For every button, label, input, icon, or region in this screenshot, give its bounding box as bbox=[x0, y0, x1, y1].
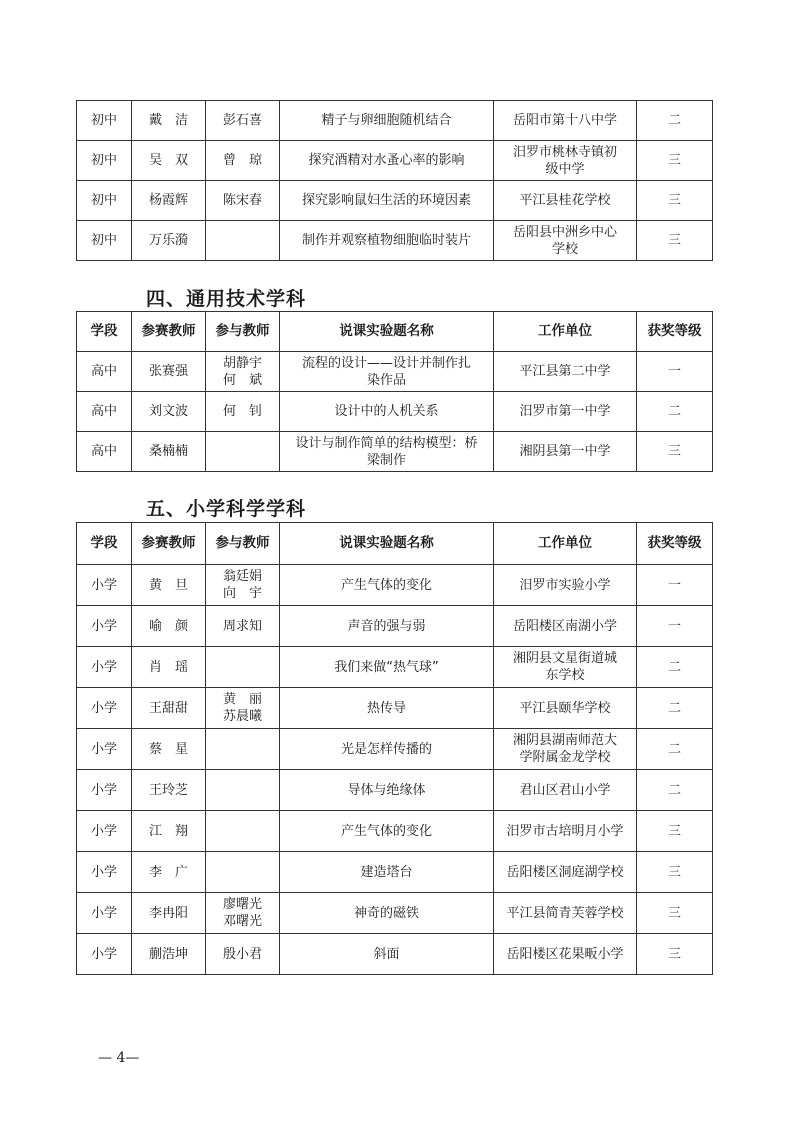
teacher-cell bbox=[132, 606, 206, 647]
award-text: 一 bbox=[667, 618, 681, 634]
assistant-cell bbox=[206, 688, 280, 729]
teacher-text: 戴 洁 bbox=[148, 113, 188, 128]
school-cell bbox=[494, 729, 637, 770]
topic-text: 制作并观察植物细胞临时装片 bbox=[301, 233, 471, 248]
school-cell bbox=[494, 811, 637, 852]
stage-cell bbox=[77, 770, 132, 811]
topic-cell bbox=[280, 141, 494, 181]
stage-cell bbox=[77, 392, 132, 432]
stage-text: 小学 bbox=[90, 905, 117, 921]
assistant-cell bbox=[206, 647, 280, 688]
award-cell bbox=[637, 893, 713, 934]
stage-cell bbox=[77, 101, 132, 141]
school-text: 湘阴县文星街道城 东学校 bbox=[512, 651, 617, 683]
award-cell bbox=[637, 432, 713, 472]
school-cell bbox=[494, 141, 637, 181]
topic-text: 产生气体的变化 bbox=[340, 577, 432, 593]
teacher-text: 喻 颜 bbox=[148, 618, 188, 634]
school-cell bbox=[494, 432, 637, 472]
column-header-assistant: 参与教师 bbox=[206, 312, 280, 352]
award-cell bbox=[637, 729, 713, 770]
table-row bbox=[77, 688, 713, 729]
assistant-cell bbox=[206, 729, 280, 770]
award-cell bbox=[637, 141, 713, 181]
assistant-cell bbox=[206, 101, 280, 141]
stage-text: 小学 bbox=[90, 946, 117, 962]
stage-cell bbox=[77, 934, 132, 975]
topic-text: 声音的强与弱 bbox=[347, 618, 426, 634]
topic-text: 产生气体的变化 bbox=[340, 823, 432, 839]
stage-text: 小学 bbox=[90, 659, 117, 675]
teacher-text: 万乐漪 bbox=[148, 233, 188, 248]
topic-text: 光是怎样传播的 bbox=[340, 741, 432, 757]
award-cell bbox=[637, 811, 713, 852]
teacher-text: 李冉阳 bbox=[148, 905, 188, 921]
award-text: 二 bbox=[667, 782, 681, 798]
topic-cell bbox=[280, 565, 494, 606]
stage-cell bbox=[77, 221, 132, 261]
school-text: 岳阳楼区南湖小学 bbox=[512, 618, 617, 634]
stage-cell bbox=[77, 181, 132, 221]
school-text: 君山区君山小学 bbox=[519, 782, 611, 798]
award-cell bbox=[637, 688, 713, 729]
award-cell bbox=[637, 770, 713, 811]
teacher-cell bbox=[132, 934, 206, 975]
teacher-cell bbox=[132, 141, 206, 181]
teacher-text: 王玲芝 bbox=[148, 782, 188, 798]
assistant-cell bbox=[206, 852, 280, 893]
school-cell bbox=[494, 101, 637, 141]
award-table-junior-biology bbox=[76, 100, 713, 261]
teacher-cell bbox=[132, 852, 206, 893]
school-text: 岳阳县中洲乡中心 学校 bbox=[512, 224, 617, 257]
teacher-text: 蒯浩坤 bbox=[148, 946, 188, 962]
teacher-text: 蔡 星 bbox=[148, 741, 188, 757]
teacher-cell bbox=[132, 352, 206, 392]
award-text: 三 bbox=[667, 823, 681, 839]
teacher-cell bbox=[132, 432, 206, 472]
table-row bbox=[77, 893, 713, 934]
table-row bbox=[77, 432, 713, 472]
award-cell bbox=[637, 352, 713, 392]
table-row bbox=[77, 770, 713, 811]
table-row bbox=[77, 606, 713, 647]
school-text: 岳阳市第十八中学 bbox=[512, 113, 617, 128]
topic-cell bbox=[280, 647, 494, 688]
stage-text: 初中 bbox=[90, 153, 117, 168]
table-row bbox=[77, 565, 713, 606]
teacher-text: 王甜甜 bbox=[148, 700, 188, 716]
assistant-text: 廖曙光 邓曙光 bbox=[222, 897, 262, 929]
school-cell bbox=[494, 688, 637, 729]
stage-cell bbox=[77, 688, 132, 729]
assistant-text: 曾 琼 bbox=[222, 153, 262, 168]
award-text: 三 bbox=[667, 153, 681, 168]
table-row bbox=[77, 729, 713, 770]
topic-cell bbox=[280, 606, 494, 647]
school-cell bbox=[494, 606, 637, 647]
table-row bbox=[77, 392, 713, 432]
award-cell bbox=[637, 221, 713, 261]
teacher-text: 桑楠楠 bbox=[148, 444, 188, 459]
school-text: 汨罗市实验小学 bbox=[519, 577, 611, 593]
school-text: 平江县桂花学校 bbox=[519, 193, 611, 208]
topic-cell bbox=[280, 392, 494, 432]
table-row bbox=[77, 811, 713, 852]
award-text: 一 bbox=[667, 364, 681, 379]
school-text: 平江县简青芙蓉学校 bbox=[506, 905, 624, 921]
award-cell bbox=[637, 392, 713, 432]
column-header-stage: 学段 bbox=[77, 312, 132, 352]
teacher-cell bbox=[132, 893, 206, 934]
award-cell bbox=[637, 647, 713, 688]
table-row bbox=[77, 647, 713, 688]
assistant-text: 殷小君 bbox=[222, 946, 262, 962]
school-text: 湘阴县第一中学 bbox=[519, 444, 611, 459]
page-number: — 4— bbox=[98, 1050, 140, 1066]
stage-cell bbox=[77, 352, 132, 392]
school-text: 岳阳楼区洞庭湖学校 bbox=[506, 864, 624, 880]
assistant-text: 周求知 bbox=[222, 618, 262, 634]
school-cell bbox=[494, 934, 637, 975]
column-header-award: 获奖等级 bbox=[637, 523, 713, 565]
school-text: 汨罗市古培明月小学 bbox=[506, 823, 624, 839]
section-title-general-technology: 四、通用技术学科 bbox=[146, 288, 307, 310]
stage-cell bbox=[77, 647, 132, 688]
school-cell bbox=[494, 770, 637, 811]
column-header-teacher: 参赛教师 bbox=[132, 312, 206, 352]
school-text: 汨罗市第一中学 bbox=[519, 404, 611, 419]
assistant-cell bbox=[206, 141, 280, 181]
column-header-topic: 说课实验题名称 bbox=[280, 523, 494, 565]
table-row bbox=[77, 852, 713, 893]
topic-cell bbox=[280, 770, 494, 811]
stage-text: 小学 bbox=[90, 700, 117, 716]
assistant-cell bbox=[206, 181, 280, 221]
stage-cell bbox=[77, 729, 132, 770]
award-text: 三 bbox=[667, 444, 681, 459]
column-header-topic: 说课实验题名称 bbox=[280, 312, 494, 352]
topic-cell bbox=[280, 432, 494, 472]
stage-cell bbox=[77, 565, 132, 606]
teacher-text: 肖 瑶 bbox=[148, 659, 188, 675]
award-text: 三 bbox=[667, 193, 681, 208]
stage-cell bbox=[77, 852, 132, 893]
topic-cell bbox=[280, 852, 494, 893]
stage-cell bbox=[77, 811, 132, 852]
school-cell bbox=[494, 893, 637, 934]
topic-text: 神奇的磁铁 bbox=[353, 905, 419, 921]
column-header-school: 工作单位 bbox=[494, 523, 637, 565]
column-header-teacher: 参赛教师 bbox=[132, 523, 206, 565]
teacher-text: 李 广 bbox=[148, 864, 188, 880]
assistant-cell bbox=[206, 221, 280, 261]
assistant-cell bbox=[206, 565, 280, 606]
column-header-stage: 学段 bbox=[77, 523, 132, 565]
topic-text: 探究影响鼠妇生活的环境因素 bbox=[301, 193, 471, 208]
school-cell bbox=[494, 565, 637, 606]
topic-text: 导体与绝缘体 bbox=[347, 782, 426, 798]
column-header-school: 工作单位 bbox=[494, 312, 637, 352]
stage-cell bbox=[77, 432, 132, 472]
topic-text: 建造塔台 bbox=[360, 864, 413, 880]
table-row bbox=[77, 221, 713, 261]
column-header-assistant: 参与教师 bbox=[206, 523, 280, 565]
school-cell bbox=[494, 392, 637, 432]
column-header-award: 获奖等级 bbox=[637, 312, 713, 352]
teacher-cell bbox=[132, 565, 206, 606]
award-cell bbox=[637, 852, 713, 893]
topic-text: 流程的设计——设计并制作扎 染作品 bbox=[301, 355, 471, 388]
assistant-cell bbox=[206, 606, 280, 647]
teacher-cell bbox=[132, 770, 206, 811]
topic-text: 精子与卵细胞随机结合 bbox=[321, 113, 452, 128]
teacher-cell bbox=[132, 647, 206, 688]
award-cell bbox=[637, 101, 713, 141]
stage-cell bbox=[77, 893, 132, 934]
assistant-text: 彭石喜 bbox=[222, 113, 262, 128]
topic-cell bbox=[280, 101, 494, 141]
school-text: 岳阳楼区花果畈小学 bbox=[506, 946, 624, 962]
school-cell bbox=[494, 221, 637, 261]
stage-text: 小学 bbox=[90, 782, 117, 798]
stage-text: 小学 bbox=[90, 741, 117, 757]
topic-cell bbox=[280, 221, 494, 261]
stage-text: 高中 bbox=[90, 404, 117, 419]
table-row bbox=[77, 181, 713, 221]
topic-text: 我们来做“热气球” bbox=[334, 659, 439, 675]
award-text: 三 bbox=[667, 905, 681, 921]
award-table-primary-science bbox=[76, 522, 713, 975]
stage-text: 小学 bbox=[90, 577, 117, 593]
teacher-text: 张赛强 bbox=[148, 364, 188, 379]
assistant-cell bbox=[206, 934, 280, 975]
teacher-text: 吴 双 bbox=[148, 153, 188, 168]
assistant-text: 翁廷娟 向 宇 bbox=[222, 569, 262, 601]
award-text: 一 bbox=[667, 577, 681, 593]
award-text: 二 bbox=[667, 113, 681, 128]
assistant-cell bbox=[206, 811, 280, 852]
assistant-text: 陈宋春 bbox=[222, 193, 262, 208]
school-text: 平江县第二中学 bbox=[519, 364, 611, 379]
stage-cell bbox=[77, 141, 132, 181]
table-row bbox=[77, 934, 713, 975]
teacher-cell bbox=[132, 101, 206, 141]
school-text: 平江县颐华学校 bbox=[519, 700, 611, 716]
award-text: 二 bbox=[667, 741, 681, 757]
teacher-cell bbox=[132, 811, 206, 852]
award-text: 二 bbox=[667, 404, 681, 419]
stage-text: 初中 bbox=[90, 193, 117, 208]
stage-cell bbox=[77, 606, 132, 647]
school-cell bbox=[494, 181, 637, 221]
school-cell bbox=[494, 647, 637, 688]
teacher-text: 黄 旦 bbox=[148, 577, 188, 593]
teacher-text: 刘文波 bbox=[148, 404, 188, 419]
teacher-text: 杨霞辉 bbox=[148, 193, 188, 208]
stage-text: 小学 bbox=[90, 864, 117, 880]
stage-text: 高中 bbox=[90, 364, 117, 379]
topic-cell bbox=[280, 729, 494, 770]
topic-text: 设计与制作简单的结构模型：桥 梁制作 bbox=[295, 435, 478, 468]
school-text: 湘阴县湖南师范大 学附属金龙学校 bbox=[512, 733, 617, 765]
topic-text: 探究酒精对水蚤心率的影响 bbox=[308, 153, 465, 168]
topic-cell bbox=[280, 352, 494, 392]
stage-text: 初中 bbox=[90, 233, 117, 248]
topic-cell bbox=[280, 934, 494, 975]
award-cell bbox=[637, 181, 713, 221]
school-cell bbox=[494, 852, 637, 893]
award-text: 二 bbox=[667, 700, 681, 716]
assistant-cell bbox=[206, 770, 280, 811]
award-cell bbox=[637, 606, 713, 647]
award-text: 三 bbox=[667, 864, 681, 880]
topic-text: 热传导 bbox=[366, 700, 406, 716]
award-text: 三 bbox=[667, 233, 681, 248]
school-text: 汨罗市桃林寺镇初 级中学 bbox=[512, 144, 617, 177]
section-title-primary-science: 五、小学科学学科 bbox=[146, 498, 307, 520]
topic-text: 设计中的人机关系 bbox=[334, 404, 439, 419]
topic-cell bbox=[280, 811, 494, 852]
assistant-text: 黄 丽 苏晨曦 bbox=[222, 692, 262, 724]
assistant-text: 胡静宇 何 斌 bbox=[222, 355, 262, 388]
assistant-cell bbox=[206, 893, 280, 934]
award-cell bbox=[637, 565, 713, 606]
topic-cell bbox=[280, 893, 494, 934]
school-cell bbox=[494, 352, 637, 392]
table-row bbox=[77, 141, 713, 181]
stage-text: 初中 bbox=[90, 113, 117, 128]
topic-text: 斜面 bbox=[373, 946, 400, 962]
teacher-cell bbox=[132, 729, 206, 770]
teacher-cell bbox=[132, 392, 206, 432]
teacher-cell bbox=[132, 688, 206, 729]
assistant-cell bbox=[206, 432, 280, 472]
award-text: 二 bbox=[667, 659, 681, 675]
award-text: 三 bbox=[667, 946, 681, 962]
topic-cell bbox=[280, 688, 494, 729]
topic-cell bbox=[280, 181, 494, 221]
stage-text: 小学 bbox=[90, 618, 117, 634]
award-table-general-technology bbox=[76, 311, 713, 472]
teacher-cell bbox=[132, 221, 206, 261]
teacher-cell bbox=[132, 181, 206, 221]
table-row bbox=[77, 101, 713, 141]
teacher-text: 江 翔 bbox=[148, 823, 188, 839]
stage-text: 高中 bbox=[90, 444, 117, 459]
assistant-text: 何 钊 bbox=[222, 404, 262, 419]
assistant-cell bbox=[206, 352, 280, 392]
stage-text: 小学 bbox=[90, 823, 117, 839]
assistant-cell bbox=[206, 392, 280, 432]
award-cell bbox=[637, 934, 713, 975]
table-row bbox=[77, 352, 713, 392]
